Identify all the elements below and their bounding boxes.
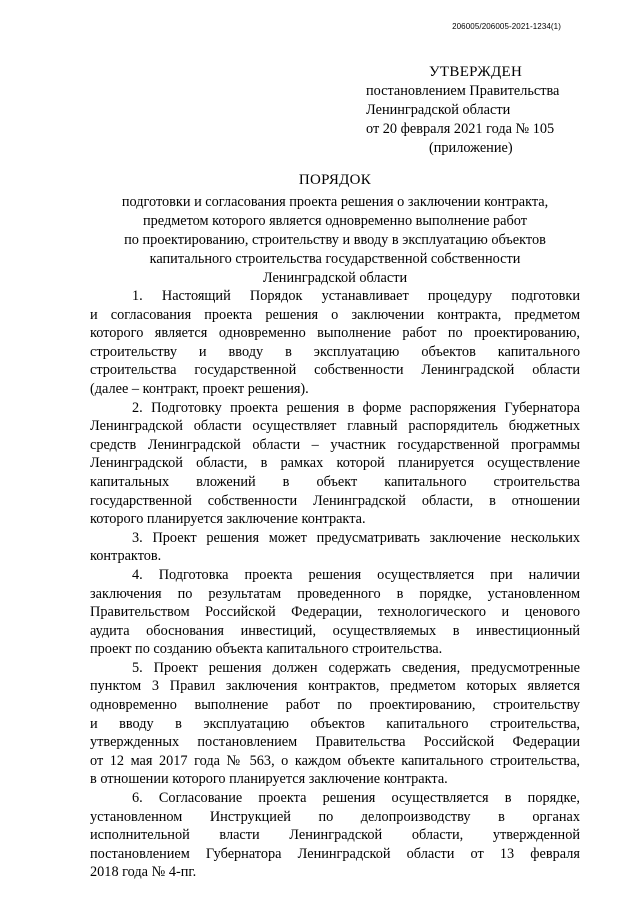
approval-line-3: от 20 февраля 2021 года № 105: [366, 121, 555, 137]
paragraph-line: Ленинградской области, в рамках которой планируется осуществление: [90, 455, 580, 472]
document-subtitle-line: подготовки и согласования проекта решения о заключении контракта,: [121, 194, 549, 210]
document-id: 206005/206005-2021-1234(1): [452, 22, 561, 31]
paragraph-6: [90, 789, 580, 882]
paragraph-line: исполнительной власти Ленинградской области, утвержденной: [90, 827, 580, 844]
paragraph-line: 1. Настоящий Порядок устанавливает процедуру подготовки: [132, 288, 580, 304]
paragraph-line: 3. Проект решения может предусматривать заключение нескольких: [132, 529, 580, 546]
paragraph-line: 5. Проект решения должен содержать сведения, предусмотренные: [132, 659, 580, 676]
paragraph-line: аудита обоснования инвестиций, осуществляемых в инвестиционный: [90, 622, 580, 639]
paragraph-line: 6. Согласование проекта решения осуществляется в порядке,: [132, 790, 580, 807]
paragraph-5: [90, 659, 580, 789]
approval-title: УТВЕРЖДЕН: [429, 64, 523, 80]
paragraph-line: в отношении которого планируется заключение контракта.: [90, 771, 448, 788]
paragraph-line: Ленинградской области осуществляет главный распорядитель бюджетных: [90, 418, 580, 435]
paragraph-line: установленном Инструкцией по делопроизводству в органах: [90, 808, 580, 825]
paragraph-line: государственной собственности Ленинградской области, в отношении: [90, 492, 580, 509]
document-subtitle-line: Ленинградской области: [262, 270, 408, 286]
paragraph-line: от 12 мая 2017 года № 563, о каждом объекте капитального строительства,: [90, 752, 580, 769]
approval-stamp: [366, 63, 586, 158]
document-subtitle-line: предметом которого является одновременно выполнение работ: [143, 213, 527, 229]
paragraph-line: контрактов.: [90, 548, 162, 565]
approval-line-1: постановлением Правительства: [366, 83, 560, 99]
paragraph-line: 2. Подготовку проекта решения в форме распоряжения Губернатора: [132, 399, 580, 416]
document-subtitle-line: капитального строительства государственной собственности: [149, 251, 521, 267]
paragraph-4: [90, 566, 580, 659]
approval-line-2: Ленинградской области: [366, 102, 511, 118]
document-title-block: [90, 171, 580, 288]
paragraph-line: утвержденных постановлением Правительства Российской Федерации: [90, 734, 580, 751]
paragraph-line: (далее – контракт, проект решения).: [90, 380, 309, 397]
paragraph-1: [90, 287, 580, 399]
paragraph-3: [90, 529, 580, 566]
paragraph-line: и вводу в эксплуатацию объектов капитального строительства,: [90, 715, 580, 732]
paragraph-line: 4. Подготовка проекта решения осуществляется при наличии: [132, 566, 580, 583]
paragraph-line: заключения по результатам проведенного в порядке, установленном: [90, 585, 580, 602]
document-body: [90, 287, 580, 882]
paragraph-line: которого планируется заключение контракта.: [90, 511, 366, 528]
paragraph-line: проект по созданию объекта капитального строительства.: [90, 641, 443, 658]
paragraph-line: капитальных вложений в объект капитального строительства: [90, 473, 580, 490]
paragraph-line: строительству и вводу в эксплуатацию объектов капитального: [90, 343, 580, 360]
paragraph-line: постановлением Губернатора Ленинградской области от 13 февраля: [90, 845, 580, 862]
approval-note: (приложение): [429, 140, 513, 156]
paragraph-line: которого является одновременно выполнение работ по проектированию,: [90, 325, 580, 342]
paragraph-line: средств Ленинградской области – участник государственной программы: [90, 436, 580, 453]
paragraph-line: одновременно выполнение работ по проектированию, строительству: [90, 697, 580, 714]
paragraph-line: строительства государственной собственности Ленинградской области: [90, 362, 580, 379]
paragraph-2: [90, 399, 580, 529]
document-title: ПОРЯДОК: [298, 172, 372, 188]
paragraph-line: 2018 года № 4-пг.: [90, 864, 197, 881]
paragraph-line: пунктом 3 Правил заключения контрактов, предметом которых является: [90, 678, 580, 695]
paragraph-line: Правительством Российской Федерации, технологического и ценового: [90, 604, 580, 621]
paragraph-line: и согласования проекта решения о заключении контракта, предметом: [90, 306, 580, 323]
document-subtitle-line: по проектированию, строительству и вводу в эксплуатацию объектов: [124, 232, 546, 248]
